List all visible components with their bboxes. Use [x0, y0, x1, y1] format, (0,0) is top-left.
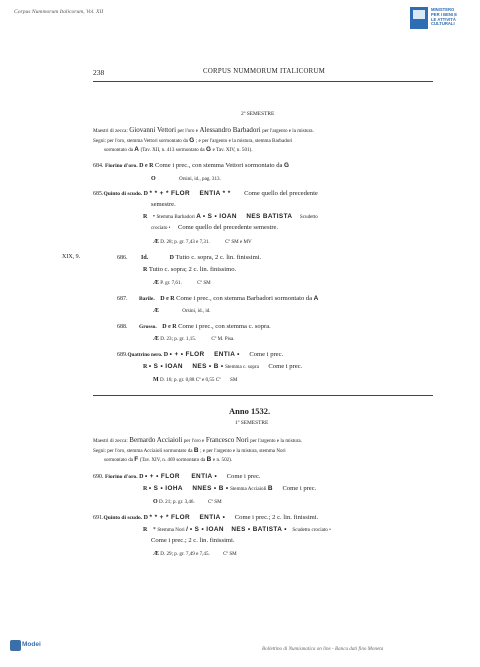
entry-689-meta: M D. 16; p. gr. 0,88 Cº e 0,55 Cº SM	[153, 377, 238, 383]
entry-685-obverse: 685.Quinto di scudo. D * * + * FLOR ENTIA * * Come quello del precedente	[93, 190, 318, 197]
header-rule	[93, 81, 433, 82]
ministry-logo: MINISTERO PER I BENI E LE ATTIVITÀ CULTURALI	[410, 7, 472, 33]
entry-690-obverse: 690. Fiorino d'oro. D • + • FLOR ENTIA • Come i prec.	[93, 473, 261, 480]
semestre-heading: 2º SEMESTRE	[241, 111, 275, 117]
entry-684-meta: O Orsini, id., pag. 313.	[151, 176, 221, 182]
entry-687-meta: Æ Orsini, id., id.	[153, 308, 211, 314]
segni-2-line-2: sormontato da F (Tav. XIV, n. 469 sormontato da B e n. 502).	[104, 456, 233, 463]
entry-685-meta: Æ D. 28; p. gr. 7,43 e 7,31. Cº SM e MV	[153, 239, 252, 245]
entry-689-reverse: R • S • IOAN NES • B • Stemma c. sopra Come i prec.	[143, 363, 303, 370]
segni-2-line-1: Segni: per l'oro, stemma Acciaioli sormontato da B ; e per l'argento e la mistura, stemma Nori	[93, 447, 286, 454]
entry-689-obverse: 689.Quattrino nero. D • + • FLOR ENTIA • Come i prec.	[117, 351, 284, 358]
entry-685-obverse-cont: semestre.	[151, 201, 176, 208]
running-title: CORPUS NUMMORUM ITALICORUM	[203, 68, 326, 75]
entry-686: 686. Id. D Tutto c. sopra, 2 c. lin. finissimi.	[117, 254, 262, 261]
entry-687: 687. Barile. D e R Come i prec., con stemma Barbadori sormontato da A	[117, 295, 319, 302]
entry-691-obverse: 691.Quinto di scudo. D * * + * FLOR ENTIA • Come i prec.; 2 c. lin. finissimi.	[93, 514, 319, 521]
entry-688: 688. Grosso. D e R Come i prec., con stemma c. sopra.	[117, 323, 271, 330]
page-number: 238	[93, 68, 105, 77]
entry-686-plate-ref: XIX, 9.	[62, 254, 81, 260]
entry-691-reverse: R * Stemma Nori / • S • IOAN NES • BATISTA • Scudetto crociato •	[143, 526, 331, 533]
segni-line-1: Segni: per l'oro, stemma Vettori sormontato da G ; e per l'argento e la mistura, stemma Barbadori	[93, 137, 293, 144]
entry-691-reverse-cont: Come i prec.; 2 c. lin. finissimi.	[151, 537, 235, 544]
segni-line-2: sormontato da A (Tav. XII, n. 413 sormontato da G e Tav. XIV, n. 501).	[104, 146, 253, 153]
series-title: Corpus Nummorum Italicorum, Vol. XII	[14, 9, 104, 15]
maestri-line: Maestri di zecca: Giovanni Vettori per l'oro e Alessandro Barbadori per l'argento e la mistura.	[93, 126, 314, 134]
entry-690-meta: O D. 21; p. gr. 3,46. Cº SM	[153, 499, 222, 505]
anno-heading: Anno 1532.	[229, 406, 271, 416]
entry-690-reverse: R • S • IOHA NNES • B • Stemma Acciaioli B Come i prec.	[143, 485, 317, 492]
maestri-line-2: Maestri di zecca: Bernardo Acciaioli per l'oro e Francesco Nori per l'argento e la mistura.	[93, 436, 302, 444]
entry-686-reverse: R Tutto c. sopra; 2 c. lin. finissimo.	[143, 266, 237, 273]
entry-691-meta: Æ D. 29; p. gr. 7,49 e 7,45. Cº SM	[153, 551, 237, 557]
entry-685-reverse-cont: crociato • Come quello del precedente semestre.	[151, 224, 279, 231]
anno-semestre: 1º SEMESTRE	[235, 420, 269, 426]
section-rule	[93, 395, 433, 396]
footer-text: Bollettino di Numismatica on line - Banca dati fino Moneta	[262, 646, 384, 652]
entry-688-meta: Æ D. 23; p. gr. 1,15. Cº M. Pisa.	[153, 336, 235, 342]
bottom-logo: Modei	[10, 640, 44, 653]
entry-685-reverse: R • Stemma Barbadori A • S • IOAN NES BATISTA Scudetto	[143, 213, 318, 220]
entry-686-meta: Æ P. gr. 7,61. Cº SM	[153, 280, 211, 286]
entry-684: 684. Fiorino d'oro. D e R Come i prec., con stemma Vettori sormontato da G	[93, 162, 290, 169]
